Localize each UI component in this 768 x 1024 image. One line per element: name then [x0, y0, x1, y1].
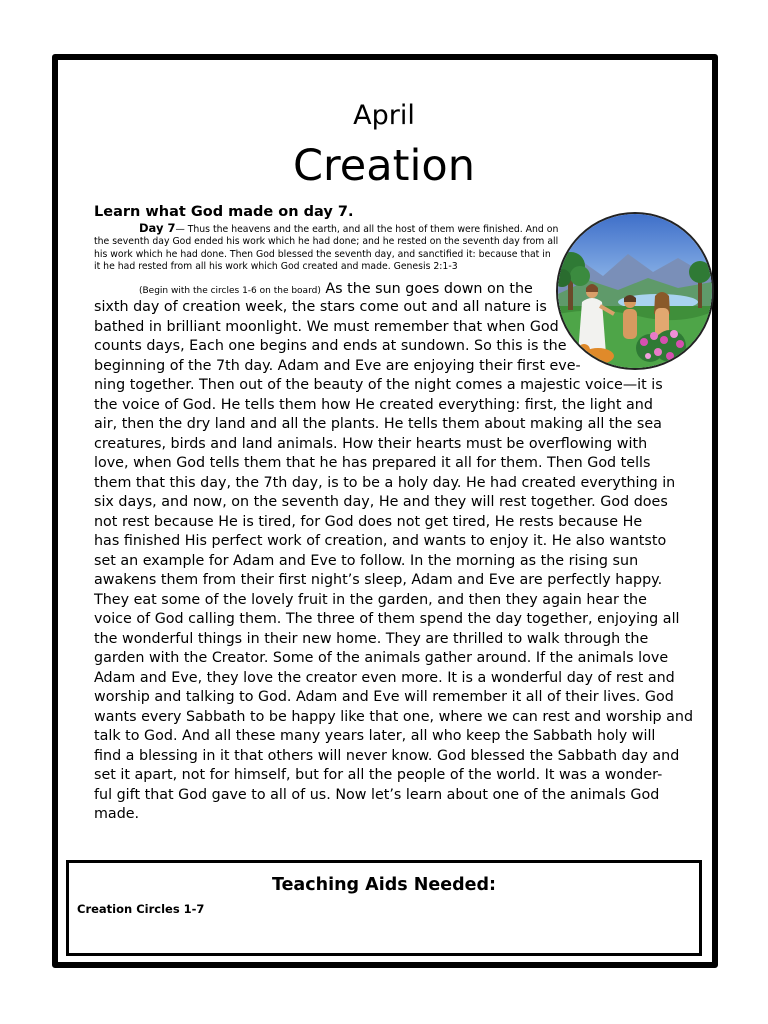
story-line: air, then the dry land and all the plants. He tells them about making all the sea: [94, 416, 662, 432]
story-line: them that this day, the 7th day, is to be a holy day. He had created everything in: [94, 474, 676, 491]
story-line: the voice of God. He tells them how He created everything: first, the light and: [94, 396, 653, 413]
page-title: Creation: [293, 141, 475, 191]
story-line: awakens them from their first night’s sleep, Adam and Eve are perfectly happy.: [94, 572, 663, 588]
story-line: love, when God tells them that he has prepared it all for them. Then God tells: [94, 455, 651, 471]
story-opening: As the sun goes down on the: [325, 281, 533, 297]
scripture-line: it he had rested from all his work which God created and made. Genesis 2:1-3: [94, 261, 458, 273]
day-label: Day 7: [139, 221, 176, 235]
story-line: wants every Sabbath to be happy like that one, where we can rest and worship and: [94, 708, 694, 725]
story-line: not rest because He is tired, for God does not get tired, He rests because He: [94, 513, 643, 530]
story-line: garden with the Creator. Some of the animals gather around. If the animals love: [94, 650, 669, 666]
story-line: six days, and now, on the seventh day, He and they will rest together. God does: [94, 494, 668, 510]
scripture-line: the seventh day God ended his work which he had done; and he rested on the seventh day from all: [94, 236, 559, 248]
story-line: sixth day of creation week, the stars come out and all nature is: [94, 299, 547, 315]
garden-illustration: [558, 214, 712, 368]
story-line: ning together. Then out of the beauty of the night comes a majestic voice—it is: [94, 377, 663, 393]
scripture-line: his work which he had done. Then God blessed the seventh day, and sanctified it: because that in: [94, 248, 551, 260]
story-line: find a blessing in it that others will never know. God blessed the Sabbath day and: [94, 747, 680, 764]
teaching-aid-item: Creation Circles 1-7: [77, 902, 205, 916]
month-label: April: [353, 100, 415, 131]
story-line: They eat some of the lovely fruit in the garden, and then they again hear the: [94, 591, 647, 608]
story-line: bathed in brilliant moonlight. We must remember that when God: [94, 318, 559, 335]
story-body: [94, 298, 694, 825]
story-line: creatures, birds and land animals. How their hearts must be overflowing with: [94, 435, 648, 452]
story-line: set it apart, not for himself, but for all the people of the world. It was a wonder-: [94, 767, 663, 783]
story-line: talk to God. And all these many years later, all who keep the Sabbath holy will: [94, 728, 656, 744]
story-line: ful gift that God gave to all of us. Now let’s learn about one of the animals God: [94, 786, 660, 803]
board-instruction: (Begin with the circles 1-6 on the board): [139, 286, 321, 296]
story-line: Adam and Eve, they love the creator even more. It is a wonderful day of rest and: [94, 669, 675, 686]
scripture-passage: [94, 222, 564, 274]
story-line: worship and talking to God. Adam and Eve will remember it all of their lives. God: [94, 689, 674, 705]
story-line: made.: [94, 806, 140, 822]
story-line: beginning of the 7th day. Adam and Eve are enjoying their first eve-: [94, 357, 581, 374]
story-line: voice of God calling them. The three of them spend the day together, enjoying all: [94, 611, 680, 627]
story-line: counts days, Each one begins and ends at sundown. So this is the: [94, 338, 567, 354]
teaching-aids-box: [66, 860, 702, 956]
story-line: has finished His perfect work of creation, and wants to enjoy it. He also wantsto: [94, 533, 667, 549]
story-line: set an example for Adam and Eve to follow. In the morning as the rising sun: [94, 552, 639, 569]
teaching-aids-heading: Teaching Aids Needed:: [271, 875, 497, 895]
story-line: the wonderful things in their new home. They are thrilled to walk through the: [94, 630, 649, 647]
lesson-heading: Learn what God made on day 7.: [94, 204, 354, 220]
scripture-first-line: [94, 222, 564, 236]
garden-scene-icon: [556, 212, 714, 370]
scripture-text: — Thus the heavens and the earth, and all the host of them were finished. And on: [175, 224, 559, 235]
